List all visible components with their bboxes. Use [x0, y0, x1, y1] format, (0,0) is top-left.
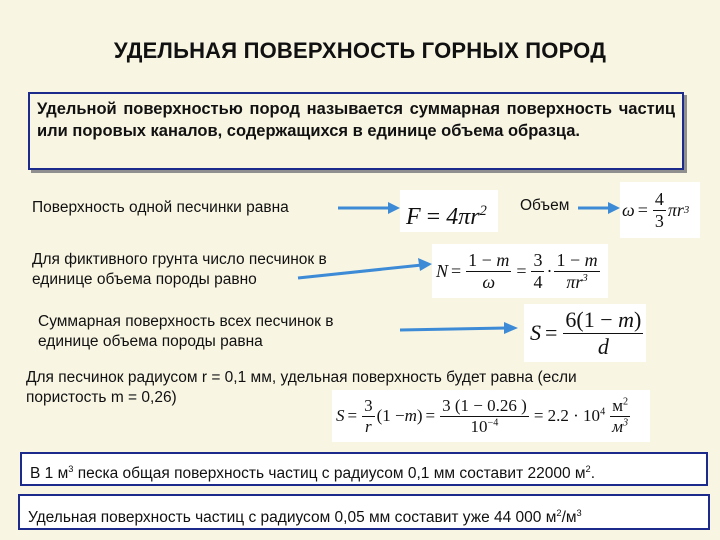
result-box-2: Удельная поверхность частиц с радиусом 0,05 мм составит уже 44 000 $м^2/м^3$	[18, 494, 710, 530]
formula-specific-surface: S = $\frac{3}{r}$ (1 − m ) = $\frac{3 (1 - 0.26 )}{10^{-4}}$ = $2.2 \cdot 10^4$ $\frac{м^2}{м^3}$	[332, 390, 650, 442]
definition-box: Удельной поверхностью пород называется суммарная поверхность частиц или поровых каналов, содержащихся в единице объема образца.	[28, 92, 684, 170]
volume-label: Объем	[520, 197, 570, 214]
formula-count: N = $\frac{1 - m}{\omega}$ = $\frac{3}{4}$ · $\frac{1 - m}{\pi r^3}$	[432, 244, 608, 298]
row1-text: Поверхность одной песчинки равна	[32, 199, 289, 216]
arrow-right-icon	[336, 199, 402, 217]
row2-text: Для фиктивного грунта число песчинок в единице объема породы равно	[32, 251, 327, 288]
arrow-right-icon	[576, 199, 622, 217]
formula-total-surface: S = $\frac{6(1 - m)}{d}$	[524, 304, 646, 362]
arrow-right-icon	[296, 256, 436, 286]
formula-surface: $F = 4\pi r^2$	[400, 190, 498, 232]
page-title: УДЕЛЬНАЯ ПОВЕРХНОСТЬ ГОРНЫХ ПОРОД	[113, 38, 607, 63]
result-box-1: В 1 $м^3$ песка общая поверхность частиц с радиусом 0,1 мм составит 22000 $м^2$.	[20, 452, 708, 486]
arrow-right-icon	[398, 320, 522, 338]
example-text: Для песчинок радиусом r = 0,1 мм, удельная поверхность будет равна (если пористость m = 0,26)	[26, 369, 577, 406]
row3-text: Суммарная поверхность всех песчинок в единице объема породы равна	[38, 313, 334, 350]
formula-volume: ω = $\frac{4}{3}$ πr 3	[620, 182, 700, 238]
